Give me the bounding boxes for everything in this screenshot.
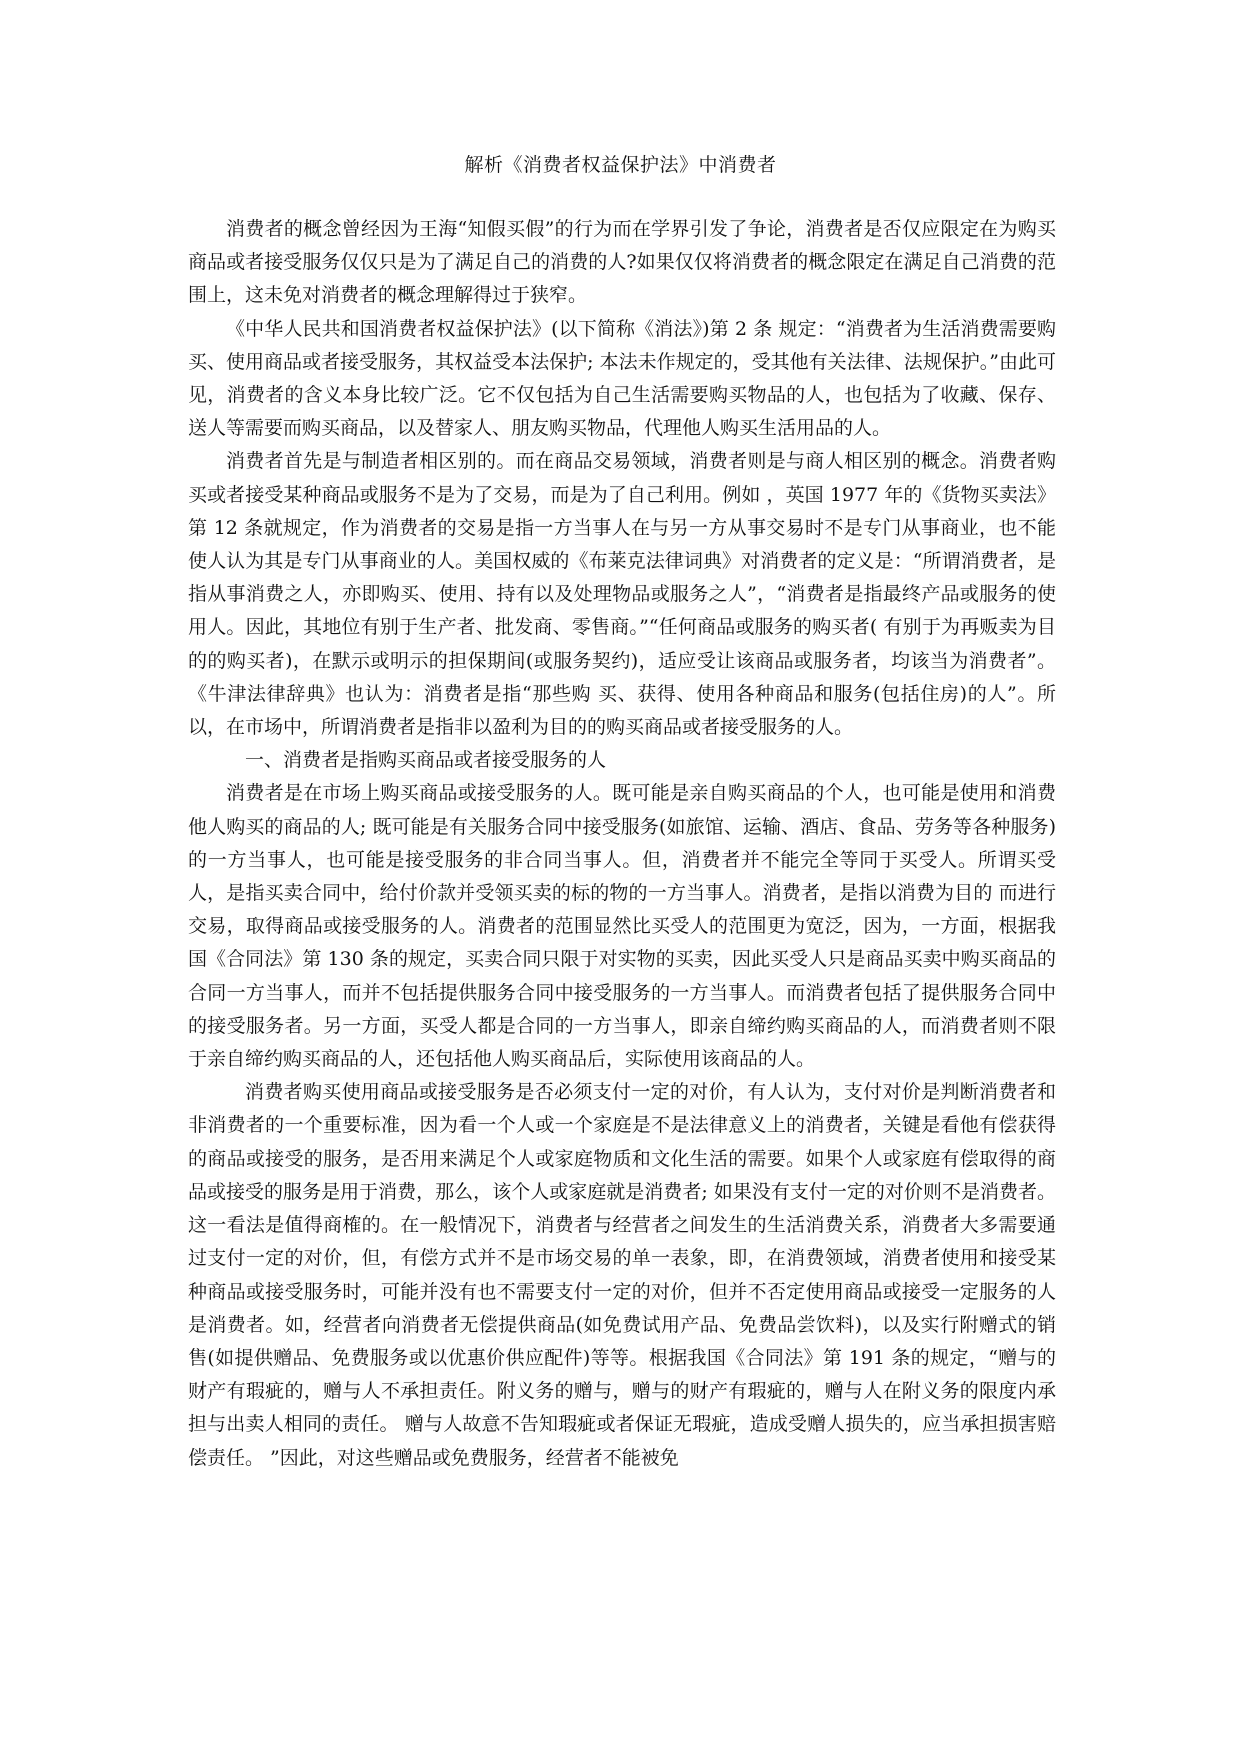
paragraph: 消费者购买使用商品或接受服务是否必须支付一定的对价，有人认为，支付对价是判断消费者和非消费者的一个重要标准，因为看一个人或一个家庭是不是法律意义上的消费者，关键是看他有偿获得的商品或接受的服务，是否用来满足个人或家庭物质和文化生活的需要。如果个人或家庭有偿取得的商品或接受的服务是用于消费，那么，该个人或家庭就是消费者; 如果没有支付一定的对价则不是消费者。这一看法是值得商榷的。在一般情况下，消费者与经营者之间发生的生活消费关系，消费者大多需要通过支付一定的对价，但，有偿方式并不是市场交易的单一表象，即，在消费领域，消费者使用和接受某种商品或接受服务时，可能并没有也不需要支付一定的对价，但并不否定使用商品或接受一定服务的人是消费者。如，经营者向消费者无偿提供商品(如免费试用产品、免费品尝饮料)，以及实行附赠式的销售(如提供赠品、免费服务或以优惠价供应配件)等等。根据我国《合同法》第 191 条的规定，“赠与的财产有瑕疵的，赠与人不承担责任。附义务的赠与，赠与的财产有瑕疵的，赠与人在附义务的限度内承担与出卖人相同的责任。 赠与人故意不告知瑕疵或者保证无瑕疵，造成受赠人损失的，应当承担损害赔偿责任。 ”因此，对这些赠品或免费服务，经营者不能被免: [188, 1081, 1056, 1469]
document-body: [188, 213, 1056, 1475]
paragraph: 消费者的概念曾经因为王海“知假买假”的行为而在学界引发了争论，消费者是否仅应限定在为购买商品或者接受服务仅仅只是为了满足自己的消费的人?如果仅仅将消费者的概念限定在满足自己消费的范围上，这未免对消费者的概念理解得过于狭窄。: [188, 218, 1056, 307]
paragraph: 《中华人民共和国消费者权益保护法》(以下简称《消法》)第 2 条 规定：“消费者为生活消费需要购买、使用商品或者接受服务，其权益受本法保护; 本法未作规定的，受其他有关法律、法规保护。”由此可见，消费者的含义本身比较广泛。它不仅包括为自己生活需要购买物品的人，也包括为了收藏、保存、送人等需要而购买商品，以及替家人、朋友购买物品，代理他人购买生活用品的人。: [188, 317, 1056, 440]
paragraph: 消费者首先是与制造者相区别的。而在商品交易领域，消费者则是与商人相区别的概念。消费者购买或者接受某种商品或服务不是为了交易，而是为了自己利用。例如 ，英国 1977 年的《货物买卖法》第 12 条就规定，作为消费者的交易是指一方当事人在与另一方从事交易时不是专门从事商业，也不能使人认为其是专门从事商业的人。美国权威的《布莱克法律词典》对消费者的定义是：“所谓消费者，是指从事消费之人，亦即购买、使用、持有以及处理物品或服务之人”，“消费者是指最终产品或服务的使用人。因此，其地位有别于生产者、批发商、零售商。”“任何商品或服务的购买者( 有别于为再贩卖为目的的购买者)，在默示或明示的担保期间(或服务契约)，适应受让该商品或服务者，均该当为消费者”。《牛津法律辞典》也认为：消费者是指“那些购 买、获得、使用各种商品和服务(包括住房)的人”。所以，在市场中，所谓消费者是指非以盈利为目的的购买商品或者接受服务的人。: [188, 450, 1056, 739]
document-title: 解析《消费者权益保护法》中消费者: [464, 154, 777, 176]
section-heading: 一、消费者是指购买商品或者接受服务的人: [245, 749, 607, 772]
paragraph: 消费者是在市场上购买商品或接受服务的人。既可能是亲自购买商品的个人，也可能是使用和消费他人购买的商品的人; 既可能是有关服务合同中接受服务(如旅馆、运输、酒店、食品、劳务等各种服务)的一方当事人，也可能是接受服务的非合同当事人。但，消费者并不能完全等同于买受人。所谓买受人，是指买卖合同中，给付价款并受领买卖的标的物的一方当事人。消费者，是指以消费为目的 而进行交易，取得商品或接受服务的人。消费者的范围显然比买受人的范围更为宽泛，因为，一方面，根据我国《合同法》第 130 条的规定，买卖合同只限于对实物的买卖，因此买受人只是商品买卖中购买商品的合同一方当事人，而并不包括提供服务合同中接受服务的一方当事人。而消费者包括了提供服务合同中的接受服务者。另一方面，买受人都是合同的一方当事人，即亲自缔约购买商品的人，而消费者则不限于亲自缔约购买商品的人，还包括他人购买商品后，实际使用该商品的人。: [188, 782, 1056, 1071]
